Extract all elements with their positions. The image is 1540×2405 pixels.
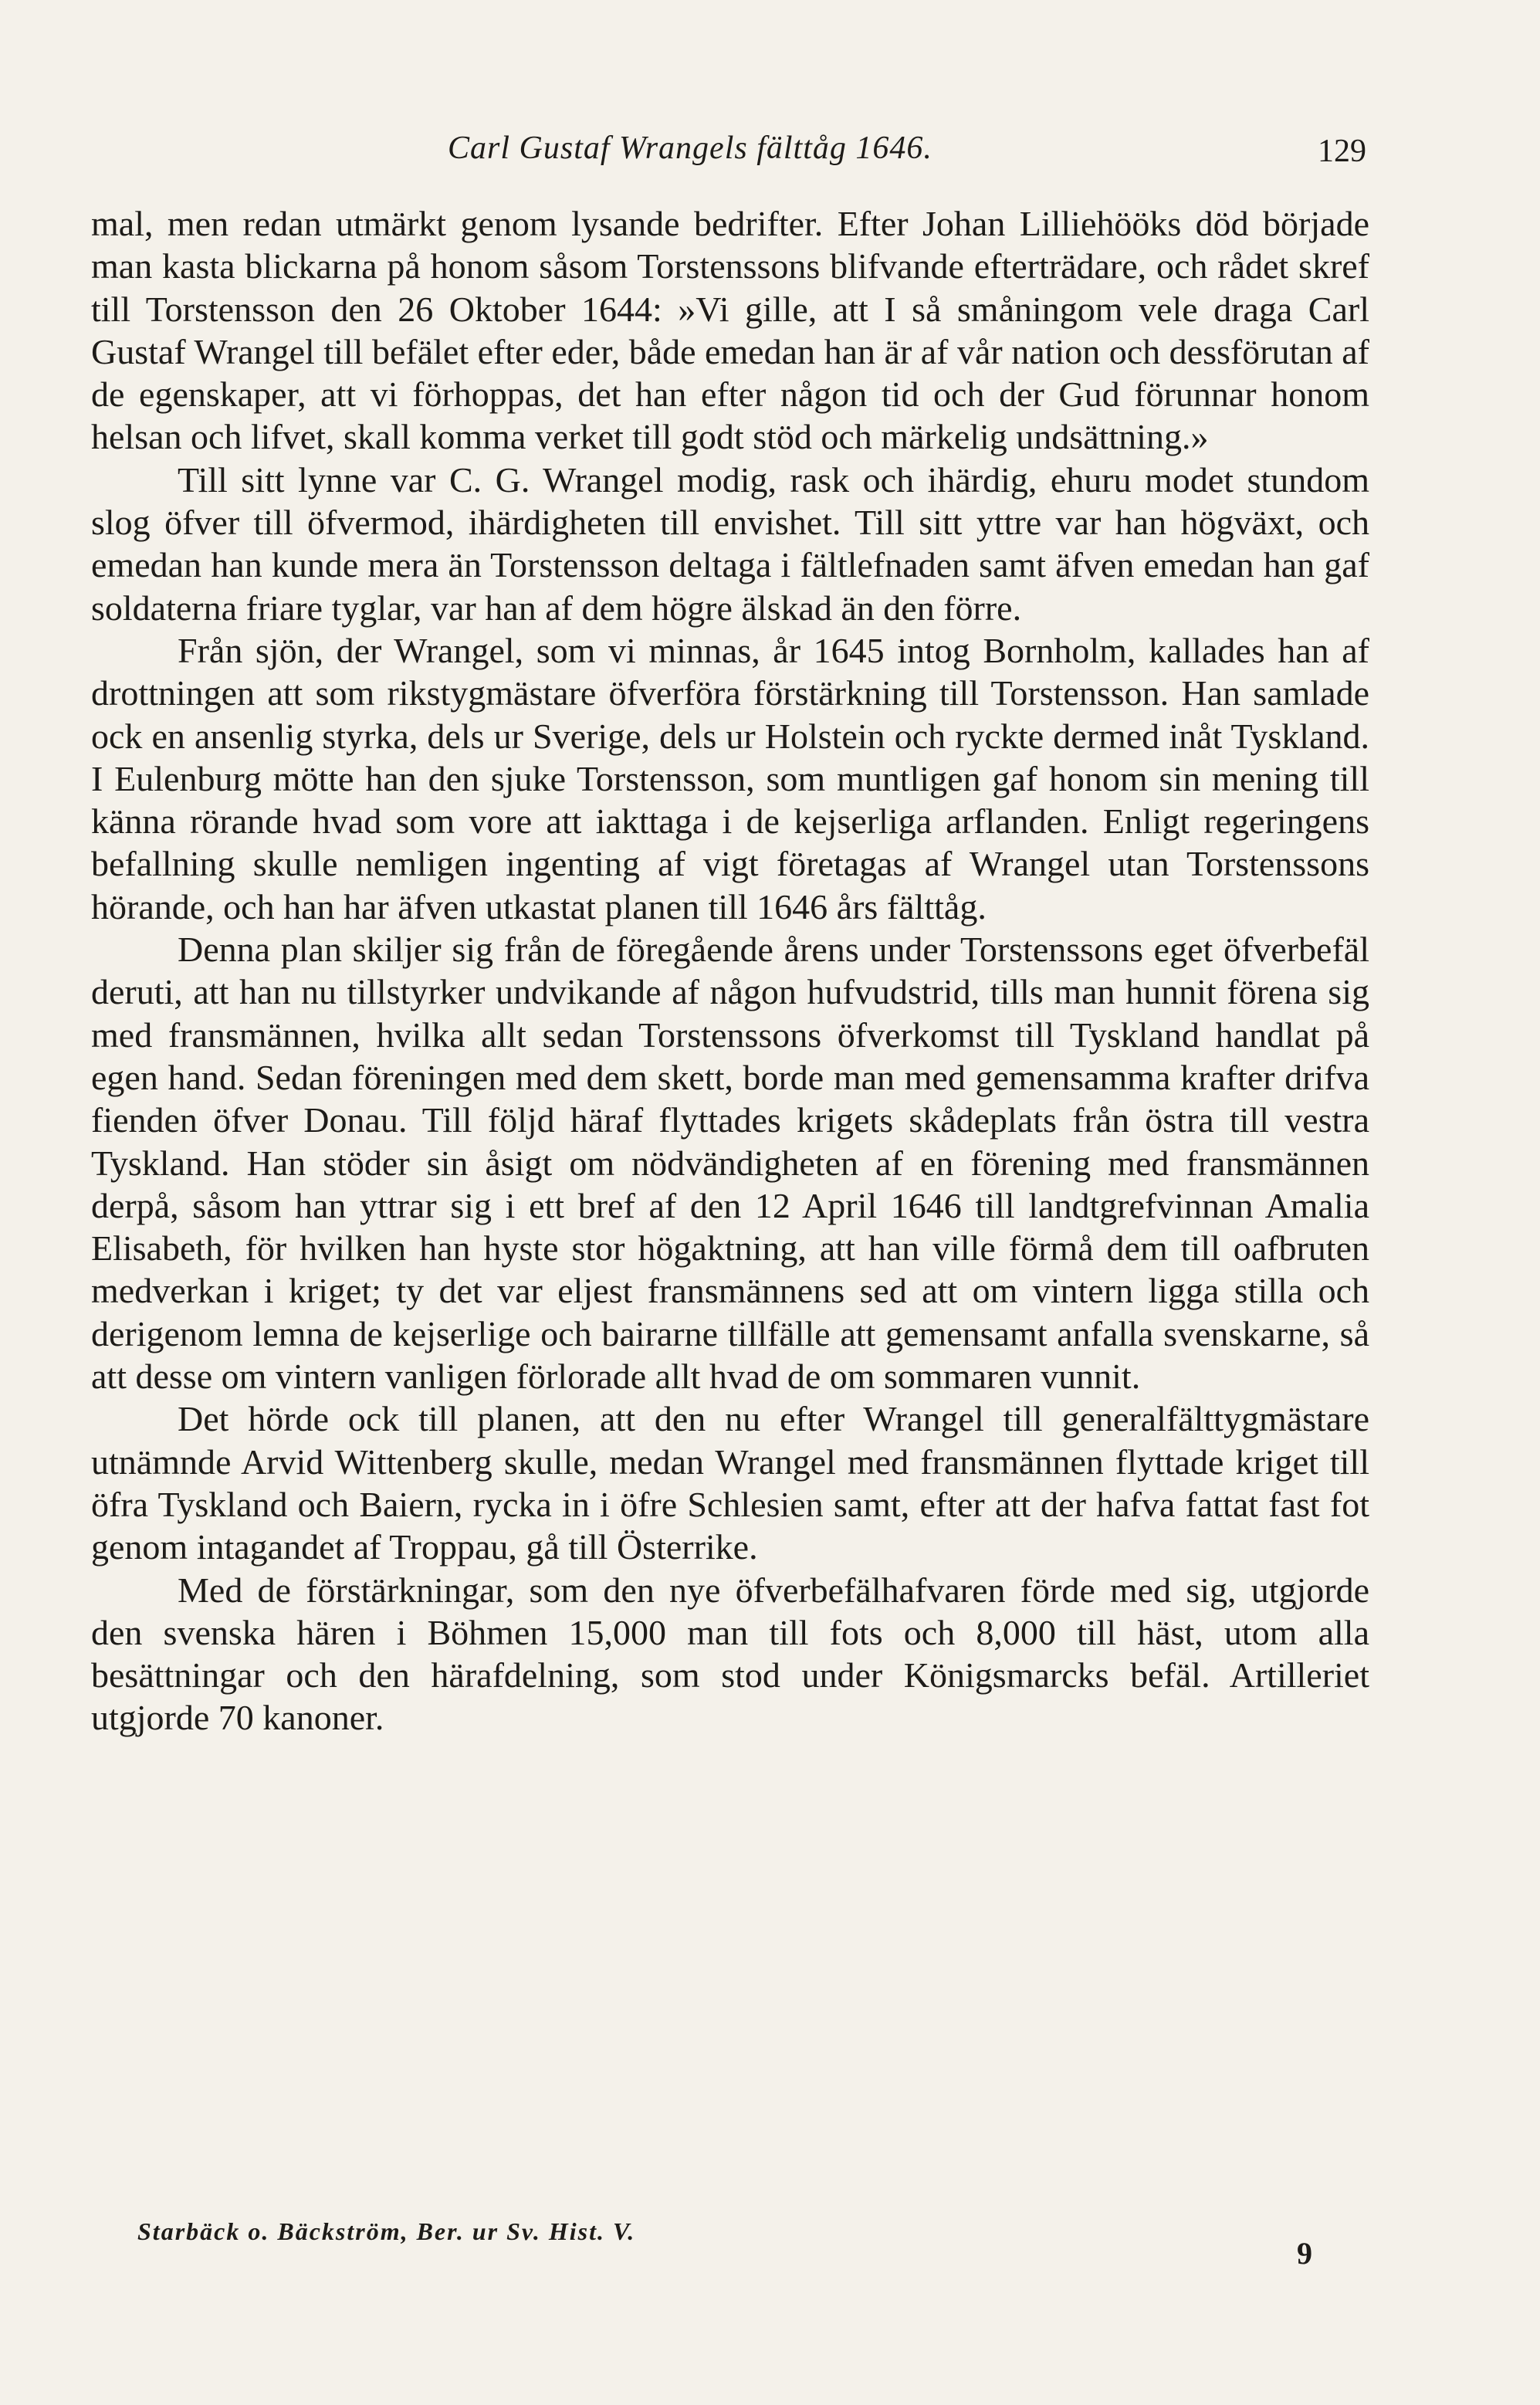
paragraph-temperament: Till sitt lynne var C. G. Wrangel modig, rask och ihärdig, ehuru modet stundom slog öfver till öfvermod, ihärdigheten till envishet. Till sitt yttre var han högväxt, och emedan han kunde mera än Torstensson deltaga i fältlefnaden samt äfven emedan han gaf soldaterna friare tyglar, var han af dem högre älskad än den förre. [91, 459, 1369, 628]
paragraph-continuation: mal, men redan utmärkt genom lysande bedrifter. Efter Johan Lilliehööks död började man kasta blickarna på honom såsom Torstenssons blifvande efterträdare, och rådet skref till Torstensson den 26 Oktober 1644: »Vi gille, att I så småningom vele draga Carl Gustaf Wrangel till befälet efter eder, både emedan han är af vår nation och dessförutan af de egenskaper, att vi förhoppas, det han efter någon tid och der Gud förunnar honom helsan och lifvet, skall komma verket till godt stöd och märkelig undsättning.» [91, 204, 1369, 457]
paragraph-reinforcement: Från sjön, der Wrangel, som vi minnas, år 1645 intog Bornholm, kallades han af drottningen att som rikstygmästare öfverföra förstärkning till Torstensson. Han samlade ock en ansenlig styrka, dels ur Sverige, dels ur Holstein och ryckte dermed inåt Tyskland. I Eulenburg mötte han den sjuke Torstensson, som muntligen gaf honom sin mening till känna rörande hvad som vore att iakttaga i de kejserliga arflanden. Enligt regeringens befallning skulle nemligen ingenting af vigt företagas af Wrangel utan Torstenssons hörande, och han har äfven utkastat planen till 1646 års fälttåg. [91, 630, 1369, 926]
running-head [93, 130, 1366, 184]
sheet-number: 9 [1297, 2236, 1312, 2271]
footer-signature: Starbäck o. Bäckström, Ber. ur Sv. Hist. V. [137, 2217, 636, 2245]
paragraph-campaign-plan: Denna plan skiljer sig från de föregående årens under Torstenssons eget öfverbefäl deruti, att han nu tillstyrker undvikande af någon hufvudstrid, tills man hunnit förena sig med fransmännen, hvilka allt sedan Torstenssons öfverkomst till Tyskland handlat på egen hand. Sedan föreningen med dem skett, borde man med gemensamma krafter drifva fienden öfver Donau. Till följd häraf flyttades krigets skådeplats från östra till vestra Tyskland. Han stöder sin åsigt om nödvändigheten af en förening med fransmännen derpå, såsom han yttrar sig i ett bref af den 12 April 1646 till landtgrefvinnan Amalia Elisabeth, för hvilken han hyste stor högaktning, att han ville förmå dem till oafbruten medverkan i kriget; ty det var eljest fransmännens sed att om vintern ligga stilla och derigenom lemna de kejserlige och bairarne tillfälle att gemensamt anfalla svenskarne, så att desse om vintern vanligen förlorade allt hvad de om sommaren vunnit. [91, 930, 1369, 1397]
paragraph-wittenberg: Det hörde ock till planen, att den nu efter Wrangel till generalfälttygmästare utnämnde Arvid Wittenberg skulle, medan Wrangel med fransmännen flyttade kriget till öfra Tyskland och Baiern, rycka in i öfre Schlesien samt, efter att der hafva fattat fast fot genom intagandet af Troppau, gå till Österrike. [91, 1399, 1369, 1567]
body-text [91, 202, 1369, 1739]
paragraph-army-strength: Med de förstärkningar, som den nye öfverbefälhafvaren förde med sig, utgjorde den svenska hären i Böhmen 15,000 man till fots och 8,000 till häst, utom alla besättningar och den härafdelning, som stod under Königsmarcks befäl. Artilleriet utgjorde 70 kanoner. [91, 1570, 1369, 1738]
page-number: 129 [1318, 134, 1366, 169]
running-title: Carl Gustaf Wrangels fälttåg 1646. [448, 130, 932, 166]
